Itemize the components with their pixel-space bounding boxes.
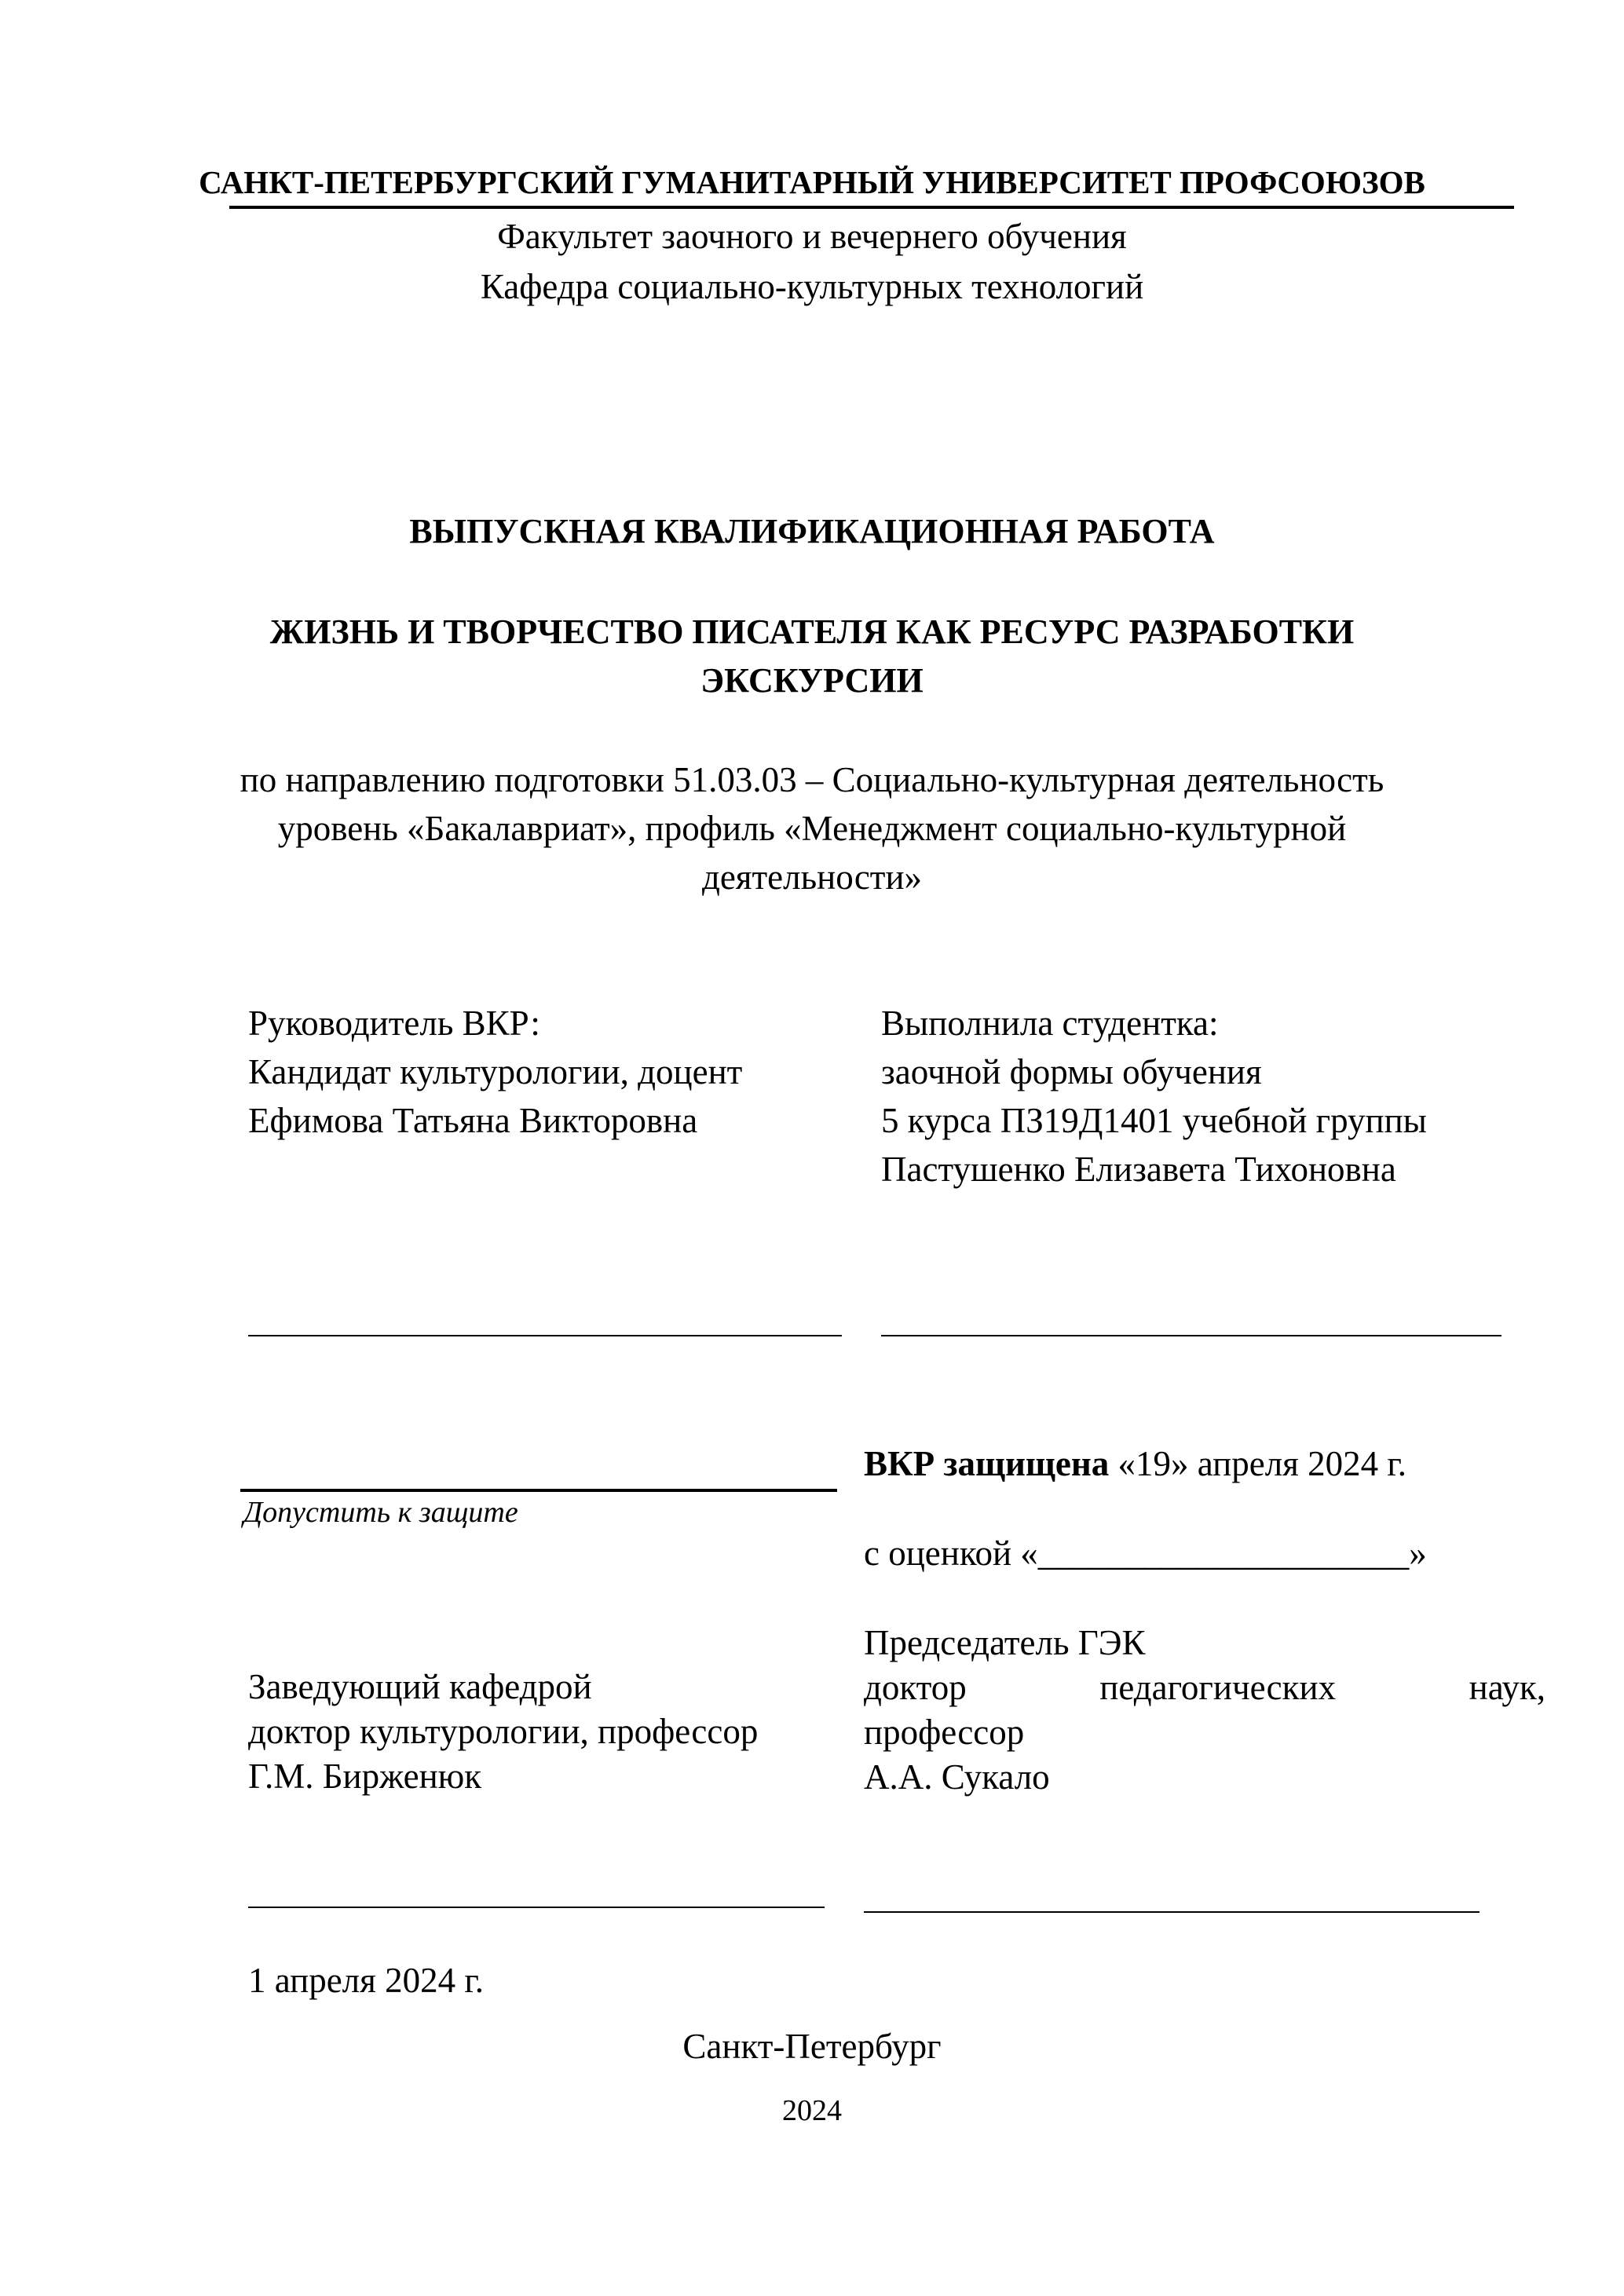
direction-line-2: уровень «Бакалавриат», профиль «Менеджмент социально-культурной <box>277 809 1347 848</box>
year: 2024 <box>782 2094 842 2127</box>
student-label: Выполнила студентка: <box>881 1004 1219 1043</box>
supervisor-degree: Кандидат культурологии, доцент <box>248 1052 743 1091</box>
head-of-department-block <box>248 1665 758 1799</box>
head-degree: доктор культурологии, профессор <box>248 1712 759 1751</box>
chairman-degree-word-3: наук, <box>1469 1668 1545 1707</box>
student-name: Пастушенко Елизавета Тихоновна <box>881 1150 1396 1189</box>
student-form: заочной формы обучения <box>881 1052 1262 1091</box>
supervisor-label: Руководитель ВКР: <box>248 1004 540 1043</box>
chairman-degree-row <box>864 1665 1545 1710</box>
direction-line-1: по направлению подготовки 51.03.03 – Социально-культурная деятельность <box>240 760 1384 799</box>
supervisor-name: Ефимова Татьяна Викторовна <box>248 1101 698 1140</box>
head-signature-line <box>248 1907 825 1908</box>
student-group: 5 курса ПЗ19Д1401 учебной группы <box>881 1101 1427 1140</box>
chairman-degree-word-1: доктор <box>864 1668 967 1707</box>
topic-line-1: ЖИЗНЬ И ТВОРЧЕСТВО ПИСАТЕЛЯ КАК РЕСУРС РАЗРАБОТКИ <box>269 612 1355 651</box>
signing-date: 1 апреля 2024 г. <box>248 1961 484 2000</box>
work-type: ВЫПУСКНАЯ КВАЛИФИКАЦИОННАЯ РАБОТА <box>409 512 1215 550</box>
university-name: САНКТ-ПЕТЕРБУРГСКИЙ ГУМАНИТАРНЫЙ УНИВЕРСИТЕТ ПРОФСОЮЗОВ <box>199 164 1425 200</box>
student-signature-line <box>881 1335 1501 1336</box>
chairman-signature-line <box>864 1911 1480 1913</box>
defense-grade: с оценкой «_____________________» <box>864 1534 1427 1573</box>
admission-label: Допустить к защите <box>243 1496 518 1529</box>
city: Санкт-Петербург <box>682 2027 942 2066</box>
student-block <box>881 999 1427 1194</box>
admission-signature-line <box>240 1489 837 1492</box>
head-name: Г.М. Бирженюк <box>248 1757 482 1796</box>
faculty-name: Факультет заочного и вечернего обучения <box>497 217 1127 256</box>
direction-line-3: деятельности» <box>701 857 923 897</box>
topic-line-2: ЭКСКУРСИИ <box>700 661 924 700</box>
defense-date: «19» апреля 2024 г. <box>1109 1444 1407 1483</box>
chairman-role: Председатель ГЭК <box>864 1623 1146 1662</box>
defense-line <box>864 1443 1406 1484</box>
head-role: Заведующий кафедрой <box>248 1667 592 1706</box>
chairman-name: А.А. Сукало <box>864 1757 1050 1797</box>
defense-bold: ВКР защищена <box>864 1444 1110 1483</box>
header-rule <box>229 206 1514 209</box>
supervisor-block <box>248 999 742 1145</box>
chairman-title: профессор <box>864 1713 1025 1752</box>
chairman-degree-word-2: педагогических <box>1099 1668 1337 1707</box>
chairman-block <box>864 1621 1545 1800</box>
supervisor-signature-line <box>248 1335 842 1336</box>
department-name: Кафедра социально-культурных технологий <box>480 267 1144 306</box>
